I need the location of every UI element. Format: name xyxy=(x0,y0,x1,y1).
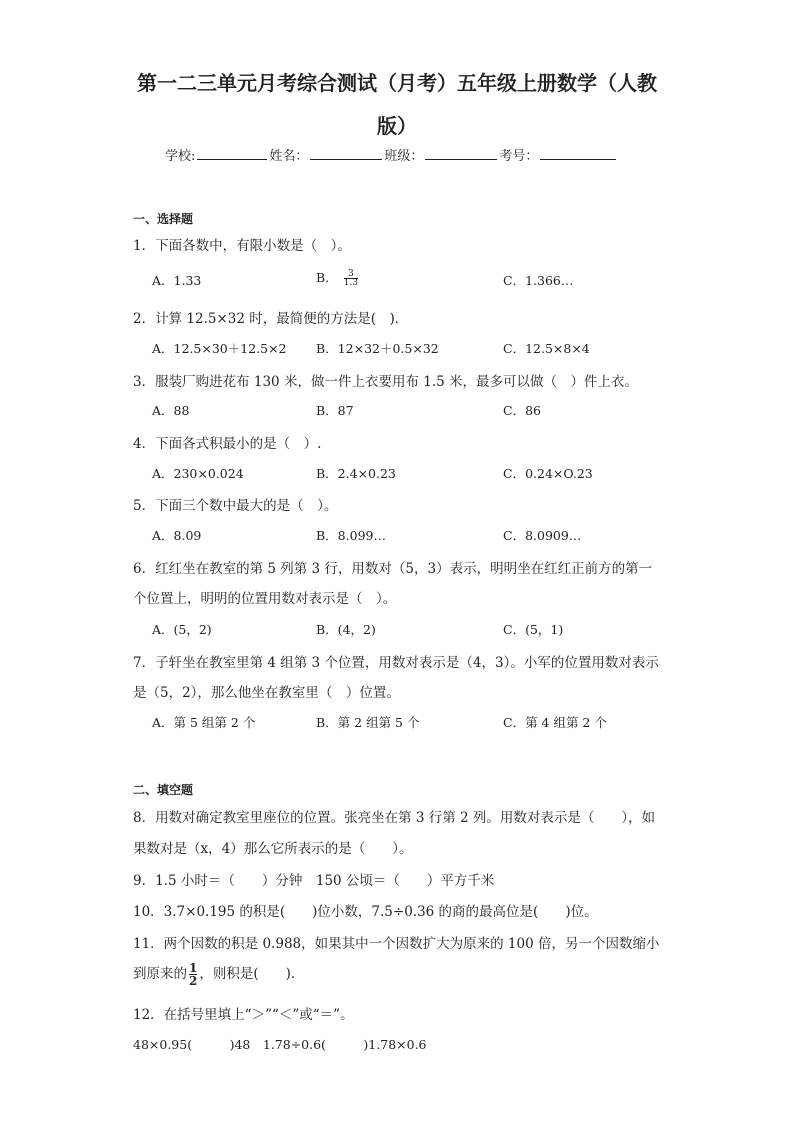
name-label: 姓名： xyxy=(269,149,309,164)
question-6-continued: 个位置上，明明的位置用数对表示是（ ）。 xyxy=(133,591,397,607)
question-3: 3．服装厂购进花布 130 米，做一件上衣要用布 1.5 米，最多可以做（ ）件上衣。 xyxy=(133,374,638,390)
question-12: 12．在括号里填上“＞”“＜”或“＝”。 xyxy=(133,1007,354,1023)
q4-option-b: B．2.4×0.23 xyxy=(316,466,396,481)
q5-option-b: B．8.099… xyxy=(316,528,386,543)
school-label: 学校: xyxy=(165,149,196,164)
exam-number-field[interactable] xyxy=(540,147,616,160)
q2-option-b: B．12×32＋0.5×32 xyxy=(316,341,439,356)
q7-option-c: C．第 4 组第 2 个 xyxy=(503,715,607,730)
class-field[interactable] xyxy=(425,147,497,160)
question-7: 7．子轩坐在教室里第 4 组第 3 个位置，用数对表示是（4，3）。小军的位置用数对表示 xyxy=(133,655,659,671)
q11-fraction xyxy=(189,962,197,987)
question-9: 9．1.5 小时＝（ ）分钟 150 公顷＝（ ）平方千米 xyxy=(133,873,495,889)
question-5: 5．下面三个数中最大的是（ ）。 xyxy=(133,498,338,514)
q5-option-a: A．8.09 xyxy=(152,528,202,543)
q3-option-c: C．86 xyxy=(503,403,541,418)
question-1: 1．下面各数中，有限小数是（ ）。 xyxy=(133,238,351,254)
page-title: 第一二三单元月考综合测试（月考）五年级上册数学（人教 xyxy=(137,71,657,95)
question-2: 2．计算 12.5×32 时，最简便的方法是( )． xyxy=(133,311,409,327)
q1-option-b-label: B． xyxy=(316,270,338,285)
q11-text-pre: 到原来的 xyxy=(133,966,187,982)
q4-option-a: A．230×0.024 xyxy=(152,466,244,481)
q6-option-a: A．(5，2) xyxy=(152,622,212,637)
question-12-items: 48×0.95( )48 1.78÷0.6( )1.78×0.6 xyxy=(133,1037,427,1052)
question-11: 11．两个因数的积是 0.988，如果其中一个因数扩大为原来的 100 倍，另一个因数缩小 xyxy=(133,936,660,952)
question-11-continued xyxy=(133,962,304,987)
question-4: 4．下面各式积最小的是（ ）. xyxy=(133,436,322,452)
q1-option-b xyxy=(316,268,358,287)
class-label: 班级： xyxy=(384,149,424,164)
exam-number-label: 考号： xyxy=(499,149,539,164)
section-heading-choice: 一、选择题 xyxy=(133,212,194,226)
fraction-denominator: 2 xyxy=(189,974,198,988)
fraction-numerator: 3 xyxy=(344,270,358,279)
question-7-continued: 是（5，2），那么他坐在教室里（ ）位置。 xyxy=(133,685,400,701)
q7-option-a: A．第 5 组第 2 个 xyxy=(152,715,256,730)
q1-option-b-fraction xyxy=(344,270,358,287)
fraction-denominator: 1.3 xyxy=(343,278,359,288)
q7-option-b: B．第 2 组第 5 个 xyxy=(316,715,420,730)
page-title-continued: 版） xyxy=(377,114,417,138)
q6-option-c: C．(5，1) xyxy=(503,622,564,637)
q3-option-b: B．87 xyxy=(316,403,354,418)
question-6: 6．红红坐在教室的第 5 列第 3 行，用数对（5，3）表示，明明坐在红红正前方的第一 xyxy=(133,561,653,577)
question-8: 8．用数对确定教室里座位的位置。张亮坐在第 3 行第 2 列。用数对表示是（ ），如 xyxy=(133,810,656,826)
q6-option-b: B．(4，2) xyxy=(316,622,376,637)
name-field[interactable] xyxy=(310,147,382,160)
q1-option-c: C．1.366… xyxy=(503,273,574,288)
question-10: 10．3.7×0.195 的积是( )位小数，7.5÷0.36 的商的最高位是( )位。 xyxy=(133,904,598,920)
student-info-row xyxy=(165,145,618,164)
q4-option-c: C．0.24×O.23 xyxy=(503,466,593,481)
q3-option-a: A．88 xyxy=(152,403,190,418)
q5-option-c: C．8.0909… xyxy=(503,528,582,543)
q1-option-a: A．1.33 xyxy=(152,273,202,288)
q11-text-post: ，则积是( )． xyxy=(199,966,305,982)
question-8-continued: 果数对是（x，4）那么它所表示的是（ ）。 xyxy=(133,841,413,857)
school-field[interactable] xyxy=(197,147,267,160)
q2-option-a: A．12.5×30＋12.5×2 xyxy=(152,341,287,356)
fraction-numerator: 1 xyxy=(189,961,198,975)
section-heading-fill-in: 二、填空题 xyxy=(133,783,194,797)
q2-option-c: C．12.5×8×4 xyxy=(503,341,590,356)
